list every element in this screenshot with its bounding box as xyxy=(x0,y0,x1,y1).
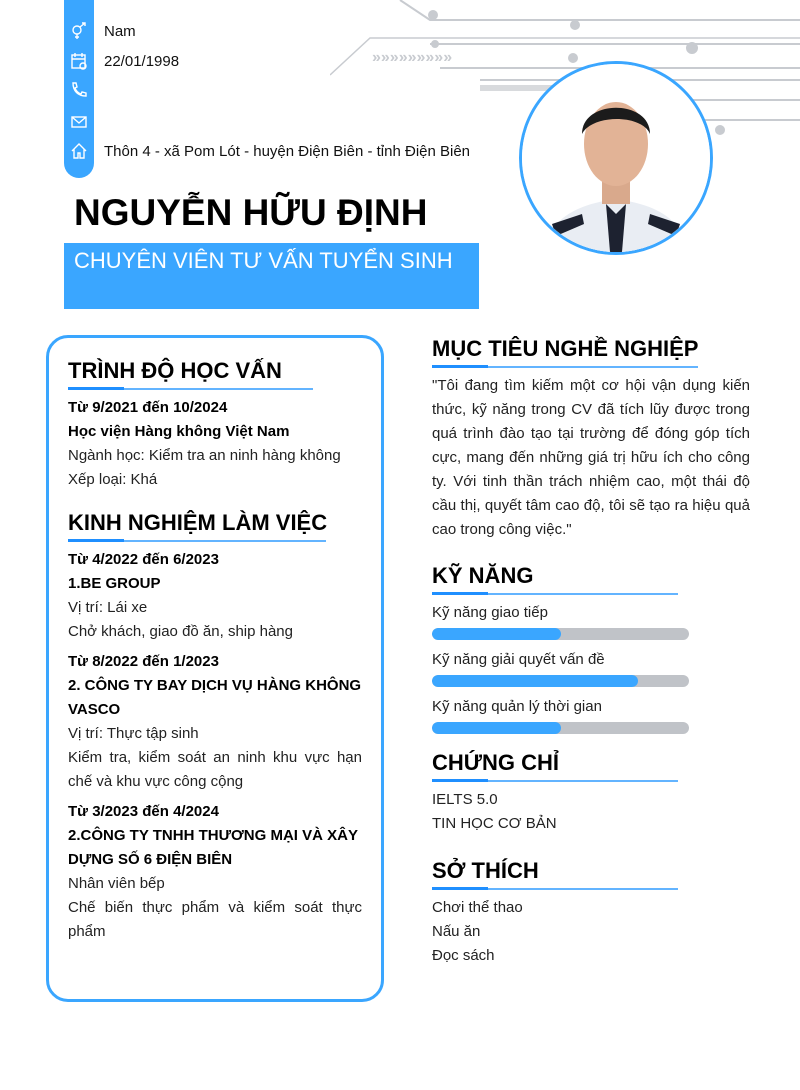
experience-company: 2.CÔNG TY TNHH THƯƠNG MẠI VÀ XÂY DỰNG SỐ 6 ĐIỆN BIÊN xyxy=(68,827,358,868)
experience-company: 2. CÔNG TY BAY DỊCH VỤ HÀNG KHÔNG VASCO xyxy=(68,677,362,718)
objective-heading: MỤC TIÊU NGHỀ NGHIỆP xyxy=(432,336,699,361)
address-value: Thôn 4 - xã Pom Lót - huyện Điện Biên - tỉnh Điện Biên xyxy=(104,143,471,160)
skills-section xyxy=(432,563,750,742)
skill-bar-fill xyxy=(432,628,561,640)
hobby-item: Chơi thể thao xyxy=(432,899,523,916)
profile-photo xyxy=(519,61,713,255)
experience-desc: Kiểm tra, kiểm soát an ninh khu vực hạn chế và khu vực công cộng xyxy=(68,749,362,790)
certificate-item: TIN HỌC CƠ BẢN xyxy=(432,815,557,832)
calendar-icon xyxy=(70,52,88,70)
skill-bar xyxy=(432,675,689,687)
certificates-section xyxy=(432,750,750,836)
hobbies-section xyxy=(432,858,750,968)
hobby-item: Đọc sách xyxy=(432,947,495,964)
experience-item xyxy=(68,650,362,794)
experience-role: Vị trí: Lái xe xyxy=(68,599,148,616)
skill-label: Kỹ năng giải quyết vấn đề xyxy=(432,651,605,668)
experience-section xyxy=(68,510,362,944)
experience-role: Nhân viên bếp xyxy=(68,875,165,892)
experience-role: Vị trí: Thực tập sinh xyxy=(68,725,199,742)
home-icon xyxy=(70,142,88,160)
skill-bar-fill xyxy=(432,675,638,687)
skills-heading: KỸ NĂNG xyxy=(432,563,534,588)
phone-icon xyxy=(70,81,88,99)
education-section xyxy=(68,358,362,492)
skill-bar-fill xyxy=(432,722,561,734)
heading-underline xyxy=(432,888,678,890)
job-title: CHUYÊN VIÊN TƯ VẤN TUYỂN SINH xyxy=(64,243,479,309)
skill-bar xyxy=(432,722,689,734)
experience-heading: KINH NGHIỆM LÀM VIỆC xyxy=(68,510,328,535)
svg-text:»»»»»»»»»: »»»»»»»»» xyxy=(372,49,453,66)
experience-period: Từ 4/2022 đến 6/2023 xyxy=(68,551,219,568)
education-school: Học viện Hàng không Việt Nam xyxy=(68,423,290,440)
experience-desc: Chế biến thực phẩm và kiểm soát thực phẩm xyxy=(68,899,362,940)
objective-section xyxy=(432,336,750,542)
skill-label: Kỹ năng quản lý thời gian xyxy=(432,698,602,715)
heading-underline xyxy=(68,540,326,542)
skill-bar xyxy=(432,628,689,640)
experience-item xyxy=(68,548,362,644)
education-period: Từ 9/2021 đến 10/2024 xyxy=(68,399,228,416)
hobbies-heading: SỞ THÍCH xyxy=(432,858,539,883)
skill-label: Kỹ năng giao tiếp xyxy=(432,604,548,621)
skills-list xyxy=(432,601,750,734)
education-grade: Xếp loại: Khá xyxy=(68,471,158,488)
education-major: Ngành học: Kiểm tra an ninh hàng không xyxy=(68,447,341,464)
experience-company: 1.BE GROUP xyxy=(68,575,161,592)
contact-sidebar xyxy=(64,0,94,178)
heading-underline xyxy=(432,366,698,368)
experience-period: Từ 8/2022 đến 1/2023 xyxy=(68,653,219,670)
experience-item xyxy=(68,800,362,944)
experience-desc: Chở khách, giao đồ ăn, ship hàng xyxy=(68,623,293,640)
heading-underline xyxy=(432,780,678,782)
certificate-item: IELTS 5.0 xyxy=(432,791,498,808)
dob-value: 22/01/1998 xyxy=(104,53,180,70)
experience-period: Từ 3/2023 đến 4/2024 xyxy=(68,803,219,820)
gender-icon xyxy=(70,22,88,40)
email-icon xyxy=(70,113,88,131)
heading-underline xyxy=(432,593,678,595)
certificates-heading: CHỨNG CHỈ xyxy=(432,750,560,775)
heading-underline xyxy=(68,388,313,390)
education-heading: TRÌNH ĐỘ HỌC VẤN xyxy=(68,358,282,383)
hobby-item: Nấu ăn xyxy=(432,923,481,940)
full-name: NGUYỄN HỮU ĐỊNH xyxy=(74,192,428,233)
objective-text: "Tôi đang tìm kiếm một cơ hội vận dụng kiến thức, kỹ năng trong CV đã tích lũy được trong quá trình đào tạo tại trường để đóng góp tích cực, mang đến những giá trị hữu ích cho công ty. Với tinh thần trách nhiệm cao, một thái độ cầu thị, quyết tâm cao độ, tôi sẽ tạo ra hiệu quả cao trong công việc." xyxy=(432,377,750,538)
gender-value: Nam xyxy=(104,23,136,40)
